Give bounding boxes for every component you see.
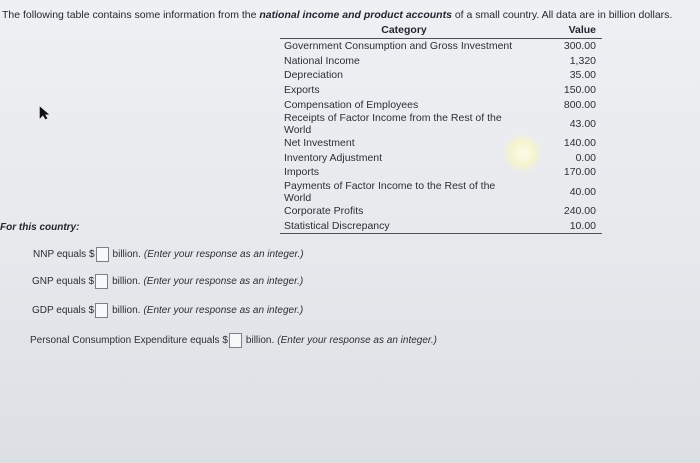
row-value: 43.00 (569, 117, 596, 130)
row-category: Depreciation (284, 69, 343, 82)
row-value: 170.00 (563, 166, 596, 179)
gnp-question (32, 274, 303, 289)
gdp-answer-input[interactable] (95, 303, 108, 318)
row-category: Corporate Profits (284, 205, 364, 218)
gnp-hint: (Enter your response as an integer.) (143, 276, 304, 287)
row-value: 1,320 (569, 54, 596, 67)
row-value: 150.00 (563, 84, 596, 97)
gdp-unit: billion. (112, 305, 141, 316)
row-category: Imports (284, 166, 320, 179)
mouse-pointer-icon (39, 106, 49, 120)
table-row (280, 97, 602, 112)
gdp-hint: (Enter your response as an integer.) (143, 305, 304, 316)
table-header-row (280, 23, 602, 39)
table-row (280, 165, 602, 180)
gnp-answer-input[interactable] (95, 274, 108, 289)
nnp-unit: billion. (112, 249, 141, 260)
nnp-answer-input[interactable] (96, 247, 109, 262)
intro-emphasis: national income and product accounts (259, 9, 452, 21)
value-header: Value (528, 23, 602, 39)
table-row (280, 136, 602, 151)
problem-intro (2, 9, 672, 21)
pce-answer-input[interactable] (229, 333, 242, 348)
pce-unit: billion. (245, 335, 275, 346)
row-category: Statistical Discrepancy (280, 218, 528, 233)
for-this-country-label: For this country: (0, 222, 80, 233)
pce-label: Personal Consumption Expenditure equals $ (30, 335, 228, 346)
row-value: 800.00 (563, 98, 596, 111)
row-value: 300.00 (563, 40, 596, 53)
row-category: Payments of Factor Income to the Rest of the World (284, 179, 496, 204)
gnp-label: GNP equals $ (32, 276, 95, 287)
nnp-hint: (Enter your response as an integer.) (143, 249, 304, 260)
table-row (280, 151, 602, 166)
intro-prefix: The following table contains some information from the (2, 9, 260, 21)
row-category: National Income (284, 54, 360, 67)
table-row (280, 204, 602, 219)
table-row (280, 54, 602, 69)
table-row (280, 83, 602, 98)
nnp-question (33, 247, 304, 262)
row-category: Exports (284, 84, 320, 97)
accounts-table (280, 23, 602, 234)
row-category: Net Investment (284, 137, 355, 150)
row-value: 10.00 (528, 218, 602, 233)
pce-question (30, 333, 437, 348)
row-category: Compensation of Employees (284, 98, 419, 111)
row-value: 140.00 (563, 137, 596, 150)
gdp-question (32, 303, 303, 318)
row-value: 0.00 (575, 151, 596, 164)
table-row (280, 218, 602, 233)
row-category: Government Consumption and Gross Investment (284, 40, 513, 53)
gnp-unit: billion. (112, 276, 141, 287)
table-row (280, 180, 602, 204)
row-category: Inventory Adjustment (284, 151, 383, 164)
row-value: 35.00 (569, 69, 596, 82)
gdp-label: GDP equals $ (32, 305, 95, 316)
table-row (280, 39, 602, 54)
pce-hint: (Enter your response as an integer.) (277, 335, 437, 346)
row-category: Receipts of Factor Income from the Rest of the World (284, 111, 502, 136)
table-body (280, 39, 602, 234)
nnp-label: NNP equals $ (33, 249, 95, 260)
intro-suffix: of a small country. All data are in billion dollars. (451, 9, 673, 21)
table-row (280, 68, 602, 83)
category-header: Category (280, 23, 528, 39)
row-value: 240.00 (563, 205, 596, 218)
table-row (280, 112, 602, 136)
row-value: 40.00 (569, 185, 596, 198)
screen-glare (505, 133, 541, 173)
